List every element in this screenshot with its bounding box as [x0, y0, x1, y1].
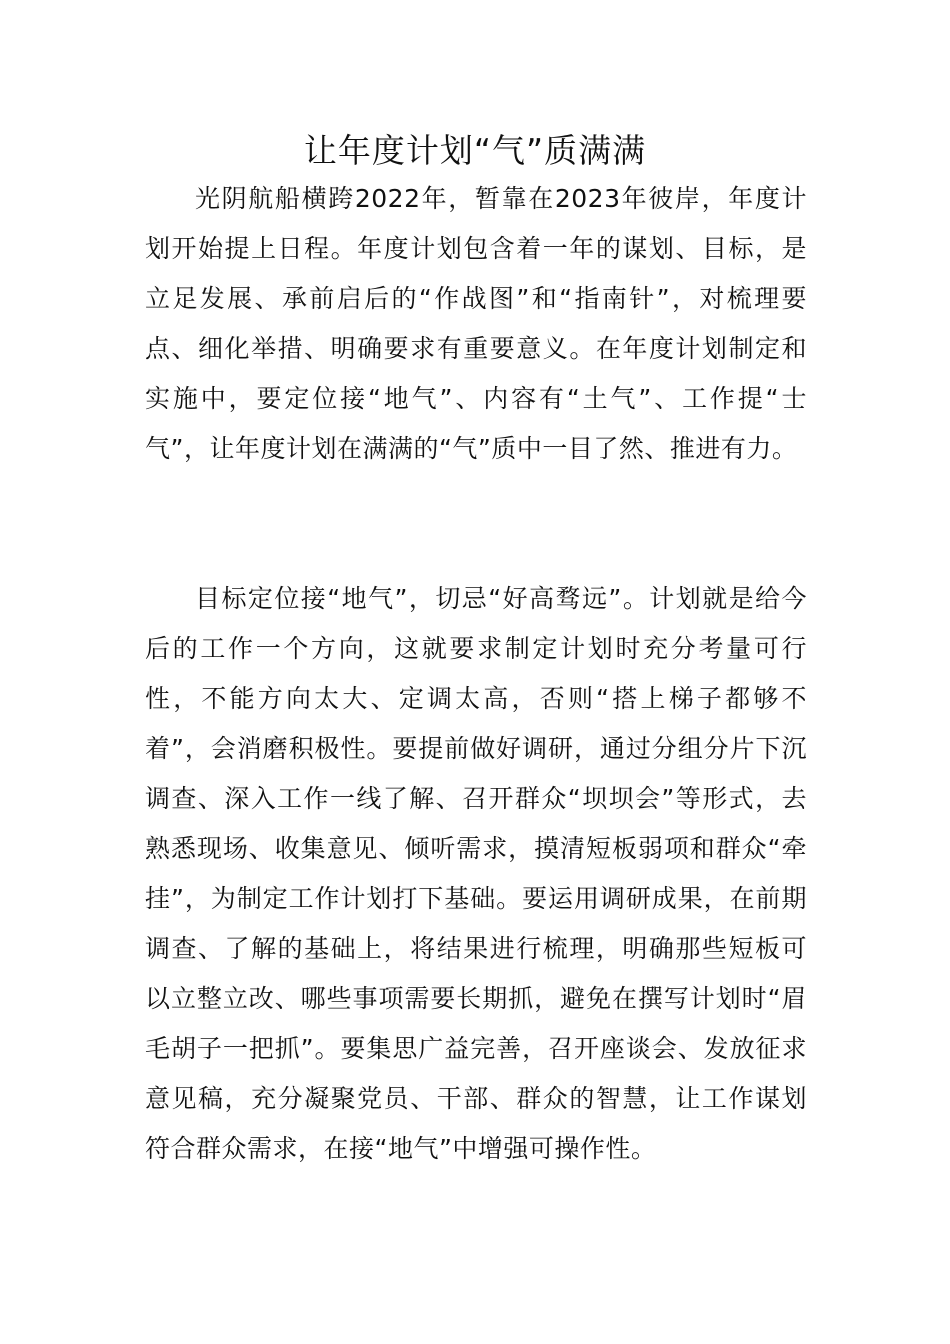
document-title: 让年度计划“气”质满满 — [303, 131, 647, 170]
paragraph-intro: 光阴航船横跨2022年，暂靠在2023年彼岸，年度计划开始提上日程。年度计划包含着一年的谋划、目标，是立足发展、承前启后的“作战图”和“指南针”，对梳理要点、细化举措、明确要求有重要意义。在年度计划制定和实施中，要定位接“地气”、内容有“土气”、工作提“士气”，让年度计划在满满的“气”质中一目了然、推进有力。 — [145, 184, 807, 463]
paragraph-target-positioning: 目标定位接“地气”，切忌“好高骛远”。计划就是给今后的工作一个方向，这就要求制定计划时充分考量可行性，不能方向太大、定调太高，否则“搭上梯子都够不着”，会消磨积极性。要提前做好调研，通过分组分片下沉调查、深入工作一线了解、召开群众“坝坝会”等形式，去熟悉现场、收集意见、倾听需求，摸清短板弱项和群众“牵挂”，为制定工作计划打下基础。要运用调研成果，在前期调查、了解的基础上，将结果进行梳理，明确那些短板可以立整立改、哪些事项需要长期抓，避免在撰写计划时“眉毛胡子一把抓”。要集思广益完善，召开座谈会、发放征求意见稿，充分凝聚党员、干部、群众的智慧，让工作谋划符合群众需求，在接“地气”中增强可操作性。 — [145, 584, 807, 1163]
